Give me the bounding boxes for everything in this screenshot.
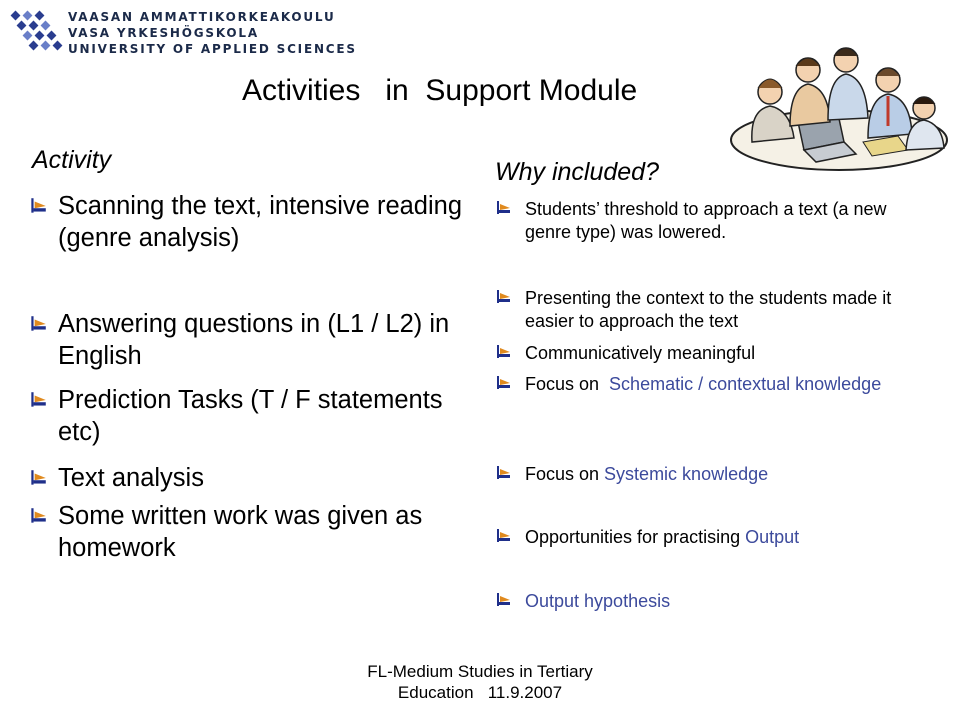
bullet-icon xyxy=(494,464,512,482)
bullet-icon xyxy=(28,314,48,334)
logo-line-3: UNIVERSITY OF APPLIED SCIENCES xyxy=(68,42,357,56)
reason-item xyxy=(525,198,935,244)
reason-highlight: Output hypothesis xyxy=(525,591,671,611)
reason-text: Focus on xyxy=(525,374,610,394)
footer-line-2: Education 11.9.2007 xyxy=(397,683,563,702)
activity-item: Some written work was given as homework xyxy=(58,502,423,562)
reason-highlight: Schematic / contextual knowledge xyxy=(609,374,882,394)
bullet-icon xyxy=(494,343,512,361)
activity-item: Scanning the text, intensive reading (genre analysis) xyxy=(58,192,463,252)
bullet-icon xyxy=(494,374,512,392)
reason-item xyxy=(525,526,935,549)
reason-highlight: Systemic knowledge xyxy=(604,464,769,484)
activity-heading: Activity xyxy=(32,146,112,174)
bullet-icon xyxy=(494,199,512,217)
reason-text: Opportunities for practising xyxy=(525,527,746,547)
reason-highlight: Output xyxy=(745,527,800,547)
reason-text: Presenting the context to the students made it easier to approach the text xyxy=(525,288,897,331)
reason-text: Communicatively meaningful xyxy=(525,343,756,363)
logo-line-2: VASA YRKESHÖGSKOLA xyxy=(68,26,259,40)
reason-text: Students’ threshold to approach a text (a new genre type) was lowered. xyxy=(525,199,892,242)
reason-item xyxy=(525,590,935,613)
bullet-icon xyxy=(28,468,48,488)
reason-item xyxy=(525,463,935,486)
reason-item xyxy=(525,342,935,365)
reason-text: Focus on xyxy=(525,464,605,484)
meeting-clipart-icon xyxy=(728,30,950,172)
bullet-icon xyxy=(28,196,48,216)
bullet-icon xyxy=(494,591,512,609)
bullet-icon xyxy=(494,527,512,545)
activity-item: Text analysis xyxy=(58,464,204,492)
why-included-heading: Why included? xyxy=(495,158,659,186)
bullet-icon xyxy=(28,390,48,410)
activity-item: Prediction Tasks (T / F statements etc) xyxy=(58,386,443,446)
activity-item: Answering questions in (L1 / L2) in English xyxy=(58,310,450,370)
bullet-icon xyxy=(28,506,48,526)
footer xyxy=(300,661,660,703)
logo-line-1: VAASAN AMMATTIKORKEAKOULU xyxy=(68,10,336,24)
reason-item xyxy=(525,373,935,396)
bullet-icon xyxy=(494,288,512,306)
footer-line-1: FL-Medium Studies in Tertiary xyxy=(367,662,593,681)
logo-diamonds-icon xyxy=(6,8,64,56)
slide-title: Activities in Support Module xyxy=(242,74,638,107)
university-logo xyxy=(6,6,357,56)
reason-item xyxy=(525,287,935,333)
